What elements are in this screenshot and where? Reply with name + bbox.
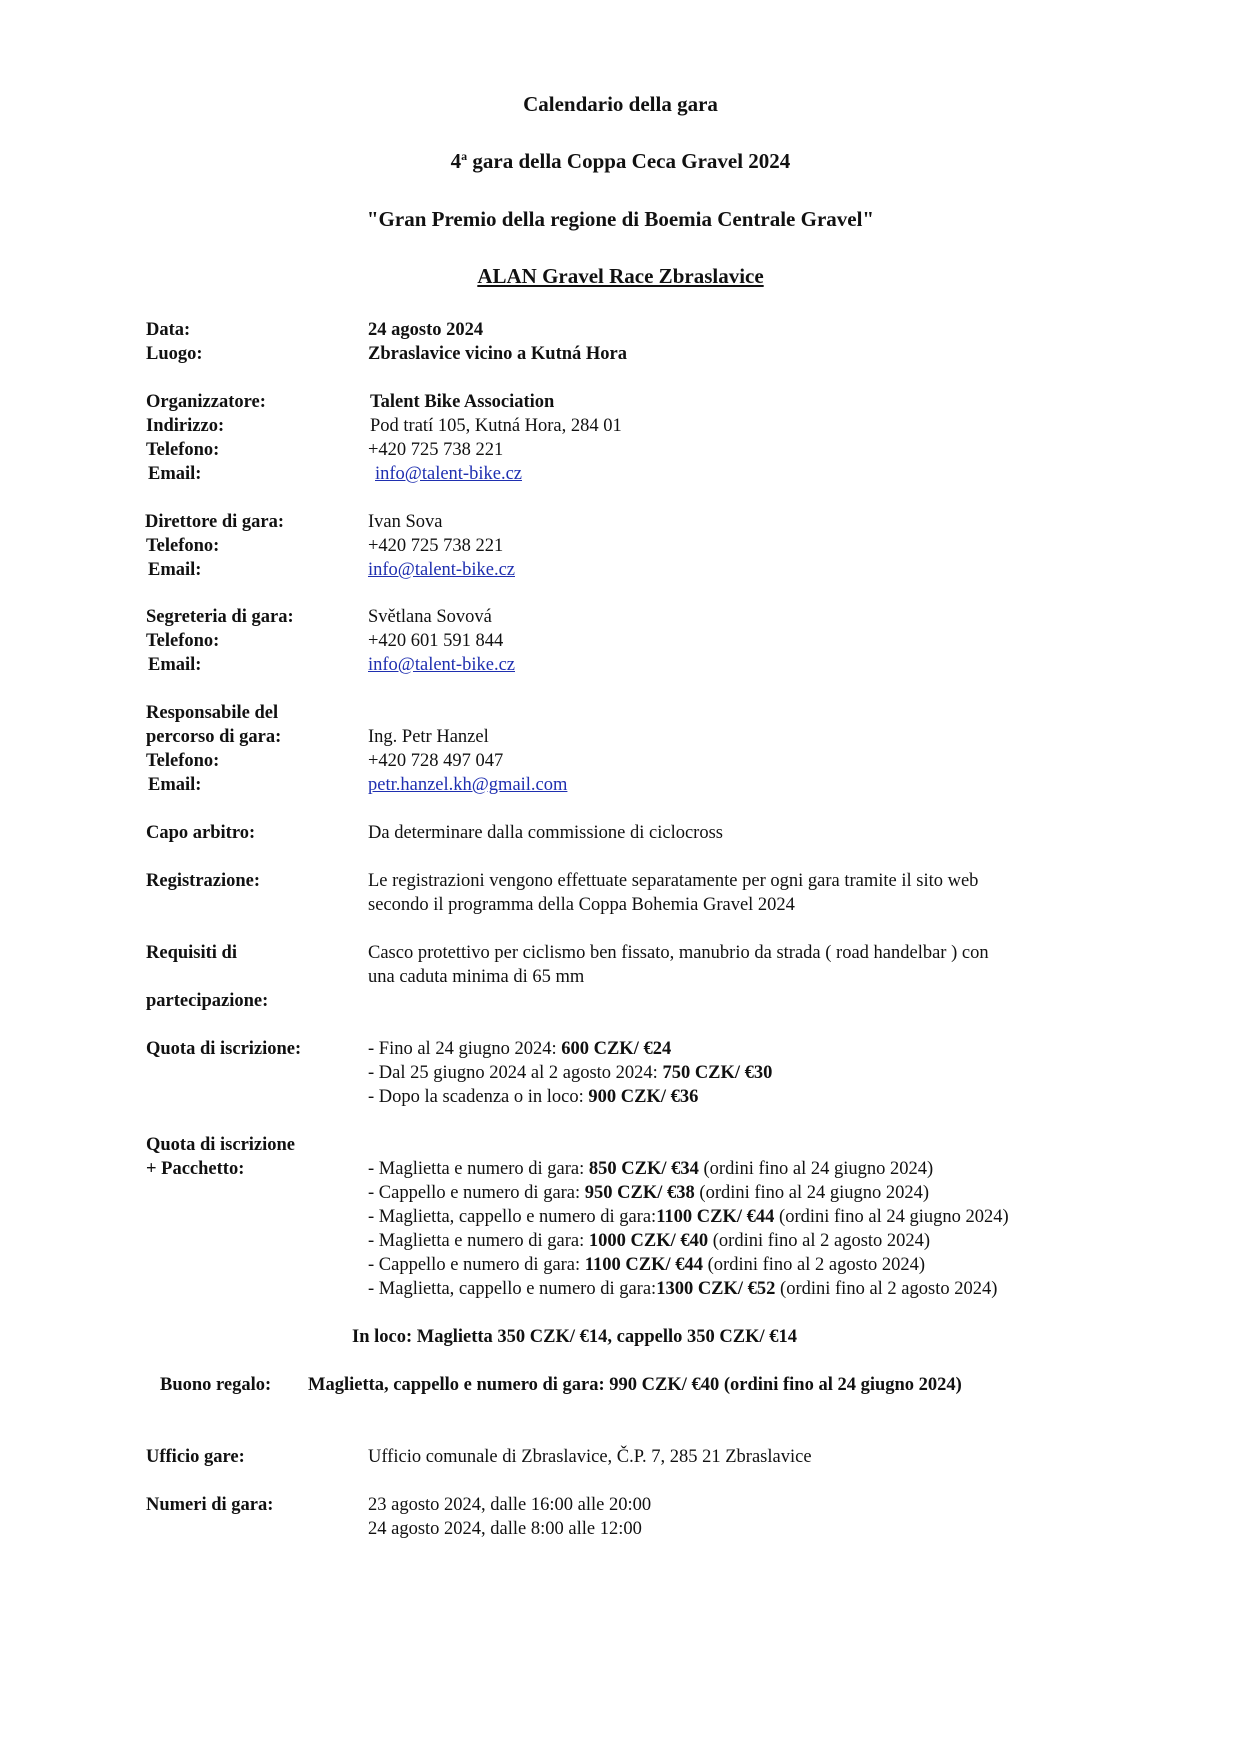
numbers-label: Numeri di gara:: [146, 1495, 274, 1515]
secretariat-email-label: Email:: [148, 655, 202, 675]
package-item: - Cappello e numero di gara: 950 CZK/ €38 (ordini fino al 24 giugno 2024): [368, 1183, 930, 1203]
course-value: Ing. Petr Hanzel: [368, 727, 489, 747]
grand-prix-title: "Gran Premio della regione di Boemia Centrale Gravel": [366, 207, 875, 231]
race-cup-name: gara della Coppa Ceca Gravel 2024: [467, 149, 791, 173]
package-item: - Maglietta e numero di gara: 1000 CZK/ €40 (ordini fino al 2 agosto 2024): [368, 1231, 931, 1251]
organizer-email-link[interactable]: info@talent-bike.cz: [375, 464, 522, 484]
registration-line1: Le registrazioni vengono effettuate separatamente per ogni gara tramite il sito web: [368, 871, 979, 891]
director-value: Ivan Sova: [368, 512, 443, 532]
course-email-label: Email:: [148, 775, 202, 795]
package-item: - Maglietta, cappello e numero di gara:1100 CZK/ €44 (ordini fino al 24 giugno 2024): [368, 1207, 1009, 1227]
director-email-link[interactable]: info@talent-bike.cz: [368, 560, 515, 580]
requirements-label-line2: partecipazione:: [146, 991, 269, 1011]
race-number: 4: [450, 149, 462, 173]
place-value: Zbraslavice vicino a Kutná Hora: [368, 344, 627, 364]
numbers-line1: 23 agosto 2024, dalle 16:00 alle 20:00: [368, 1495, 652, 1515]
document-title: Calendario della gara: [523, 92, 718, 116]
package-label-line2: + Pacchetto:: [146, 1159, 245, 1179]
package-label-line1: Quota di iscrizione: [146, 1135, 296, 1155]
secretariat-email-link[interactable]: info@talent-bike.cz: [368, 655, 515, 675]
fee-item: - Fino al 24 giugno 2024: 600 CZK/ €24: [368, 1039, 672, 1059]
director-phone-label: Telefono:: [146, 536, 220, 556]
organizer-label: Organizzatore:: [146, 392, 266, 412]
referee-label: Capo arbitro:: [146, 823, 256, 843]
referee-value: Da determinare dalla commissione di ciclocross: [368, 823, 723, 843]
requirements-line1: Casco protettivo per ciclismo ben fissato, manubrio da strada ( road handelbar ) con: [368, 943, 989, 963]
onsite-prices: In loco: Maglietta 350 CZK/ €14, cappello 350 CZK/ €14: [352, 1327, 798, 1347]
director-email-label: Email:: [148, 560, 202, 580]
voucher-value: Maglietta, cappello e numero di gara: 990 CZK/ €40 (ordini fino al 24 giugno 2024): [308, 1375, 962, 1395]
course-phone-label: Telefono:: [146, 751, 220, 771]
fee-item: - Dal 25 giugno 2024 al 2 agosto 2024: 750 CZK/ €30: [368, 1063, 773, 1083]
director-label: Direttore di gara:: [145, 512, 285, 532]
organizer-address-value: Pod tratí 105, Kutná Hora, 284 01: [370, 416, 622, 436]
course-label-line1: Responsabile del: [146, 703, 279, 723]
course-phone-value: +420 728 497 047: [368, 751, 504, 771]
office-value: Ufficio comunale di Zbraslavice, Č.P. 7, 285 21 Zbraslavice: [368, 1447, 812, 1467]
organizer-phone-label: Telefono:: [146, 440, 220, 460]
organizer-address-label: Indirizzo:: [146, 416, 225, 436]
package-item: - Maglietta, cappello e numero di gara:1300 CZK/ €52 (ordini fino al 2 agosto 2024): [368, 1279, 998, 1299]
secretariat-phone-value: +420 601 591 844: [368, 631, 504, 651]
voucher-label: Buono regalo:: [160, 1375, 272, 1395]
office-label: Ufficio gare:: [146, 1447, 245, 1467]
package-item: - Cappello e numero di gara: 1100 CZK/ €44 (ordini fino al 2 agosto 2024): [368, 1255, 925, 1275]
fee-label: Quota di iscrizione:: [146, 1039, 302, 1059]
organizer-phone-value: +420 725 738 221: [368, 440, 504, 460]
organizer-value: Talent Bike Association: [370, 392, 555, 412]
race-subtitle: [0, 149, 1241, 174]
numbers-line2: 24 agosto 2024, dalle 8:00 alle 12:00: [368, 1519, 642, 1539]
secretariat-value: Světlana Sovová: [368, 607, 492, 627]
fee-item: - Dopo la scadenza o in loco: 900 CZK/ €36: [368, 1087, 699, 1107]
date-value: 24 agosto 2024: [368, 320, 484, 340]
director-phone-value: +420 725 738 221: [368, 536, 504, 556]
date-label: Data:: [146, 320, 191, 340]
requirements-label-line1: Requisiti di: [146, 943, 237, 963]
requirements-line2: una caduta minima di 65 mm: [368, 967, 585, 987]
package-item: - Maglietta e numero di gara: 850 CZK/ €34 (ordini fino al 24 giugno 2024): [368, 1159, 934, 1179]
race-number-ordinal: a: [461, 149, 468, 163]
secretariat-label: Segreteria di gara:: [146, 607, 294, 627]
secretariat-phone-label: Telefono:: [146, 631, 220, 651]
course-label-line2: percorso di gara:: [146, 727, 282, 747]
registration-line2: secondo il programma della Coppa Bohemia Gravel 2024: [368, 895, 795, 915]
place-label: Luogo:: [146, 344, 203, 364]
course-email-link[interactable]: petr.hanzel.kh@gmail.com: [368, 775, 568, 795]
event-title: ALAN Gravel Race Zbraslavice: [477, 264, 764, 288]
organizer-email-label: Email:: [148, 464, 202, 484]
registration-label: Registrazione:: [146, 871, 261, 891]
